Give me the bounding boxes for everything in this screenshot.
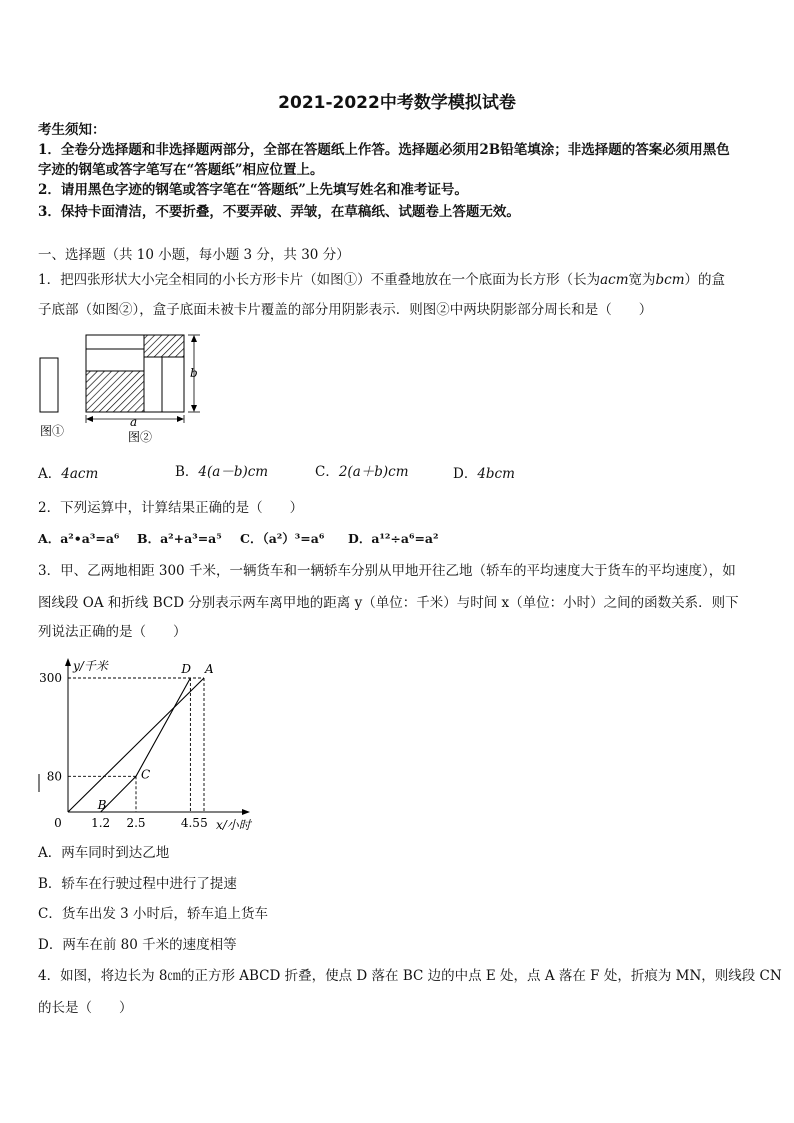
- q2-option-b[interactable]: B．a²+a³=a⁵: [137, 531, 222, 546]
- q1-length-var: acm: [600, 272, 629, 288]
- notice-line: 3．保持卡面清洁，不要折叠，不要弄破、弄皱，在草稿纸、试题卷上答题无效。: [38, 204, 520, 220]
- question-4-line-2: 的长是（ ）: [38, 1000, 133, 1016]
- question-3-line-3: 列说法正确的是（ ）: [38, 624, 187, 640]
- x-tick-label: 5: [200, 816, 208, 830]
- notice-line: 2．请用黑色字迹的钢笔或答字笔在“答题纸”上先填写姓名和准考证号。: [38, 182, 468, 198]
- card-rectangle: [40, 358, 58, 412]
- x-axis-label: x/小时: [216, 818, 251, 832]
- q1-option-a[interactable]: A．4acm: [38, 466, 99, 482]
- q1-text: 宽为: [628, 272, 656, 288]
- question-4-line-1: 4．如图，将边长为 8㎝的正方形 ABCD 折叠，使点 D 落在 BC 边的中点 E 处，点 A 落在 F 处，折痕为 MN，则线段 CN: [38, 968, 782, 984]
- q2-option-c[interactable]: C．（a²）³=a⁶: [240, 531, 325, 546]
- y-tick-label: 300: [39, 670, 62, 685]
- point-label-c: C: [141, 767, 151, 782]
- point-label-d: D: [181, 661, 192, 676]
- page-title: 2021-2022中考数学模拟试卷: [278, 93, 516, 113]
- notice-line: 字迹的钢笔或答字笔写在“答题纸”相应位置上。: [38, 162, 324, 178]
- x-tick-label: 1.2: [91, 816, 111, 830]
- card-rectangle: [162, 357, 184, 412]
- x-axis-arrow: [242, 809, 250, 815]
- q2-option-d[interactable]: D．a¹²÷a⁶=a²: [348, 531, 439, 546]
- question-3-line-2: 图线段 OA 和折线 BCD 分别表示两车离甲地的距离 y（单位：千米）与时间 x（单位：小时）之间的函数关系．则下: [38, 595, 739, 611]
- q1-text: 1．把四张形状大小完全相同的小长方形卡片（如图①）不重叠地放在一个底面为长方形（长为: [38, 272, 601, 288]
- notice-heading: 考生须知：: [38, 122, 106, 138]
- q3-option-d[interactable]: D．两车在前 80 千米的速度相等: [38, 937, 237, 953]
- shaded-region: [86, 371, 144, 412]
- chart-axes: [39, 658, 253, 832]
- q2-option-a[interactable]: A．a²•a³=a⁶: [38, 531, 120, 546]
- question-2-stem: 2．下列运算中，计算结果正确的是（ ）: [38, 500, 304, 516]
- y-tick-label: 80: [46, 769, 62, 784]
- y-axis-arrow: [65, 658, 71, 666]
- figure-1-caption: 图①: [40, 424, 65, 438]
- x-tick-label: 0: [54, 816, 62, 830]
- card-rectangle: [86, 349, 144, 371]
- q1-text: ）的盒: [684, 272, 726, 288]
- x-tick-label: 2.5: [126, 816, 146, 830]
- shaded-region: [144, 335, 184, 357]
- q1-option-b[interactable]: B．4(a－b)cm: [175, 464, 269, 480]
- question-1-line-1: [38, 270, 768, 290]
- dimension-b-label: b: [190, 366, 198, 380]
- card-rectangle: [86, 335, 144, 349]
- q3-option-c[interactable]: C．货车出发 3 小时后，轿车追上货车: [38, 906, 269, 922]
- figure-2-caption: 图②: [128, 430, 153, 444]
- dimension-a-label: a: [130, 415, 138, 429]
- x-tick-label: 4.5: [180, 816, 200, 830]
- series-bcd-line: [101, 678, 191, 812]
- q1-figures: [30, 325, 220, 450]
- q3-option-a[interactable]: A．两车同时到达乙地: [38, 845, 170, 861]
- section-heading: 一、选择题（共 10 小题，每小题 3 分，共 30 分）: [38, 247, 350, 263]
- question-3-line-1: 3．甲、乙两地相距 300 千米，一辆货车和一辆轿车分别从甲地开往乙地（轿车的平均速度大于货车的平均速度），如: [38, 563, 736, 579]
- question-1-line-2: 子底部（如图②），盒子底面未被卡片覆盖的部分用阴影表示．则图②中两块阴影部分周长和是（ ）: [38, 302, 653, 318]
- y-axis-label: y/千米: [73, 659, 108, 673]
- card-rectangle: [144, 357, 162, 412]
- q1-width-var: bcm: [655, 272, 685, 288]
- q1-option-d[interactable]: D．4bcm: [453, 466, 515, 482]
- q1-option-c[interactable]: C．2(a＋b)cm: [315, 464, 409, 480]
- q3-option-b[interactable]: B．轿车在行驶过程中进行了提速: [38, 876, 237, 892]
- point-label-b: B: [97, 798, 107, 812]
- point-label-a: A: [205, 661, 214, 676]
- notice-line: 1．全卷分选择题和非选择题两部分，全部在答题纸上作答。选择题必须用2B铅笔填涂；非选择题的答案必须用黑色: [38, 142, 730, 158]
- distance-time-chart: [30, 650, 270, 835]
